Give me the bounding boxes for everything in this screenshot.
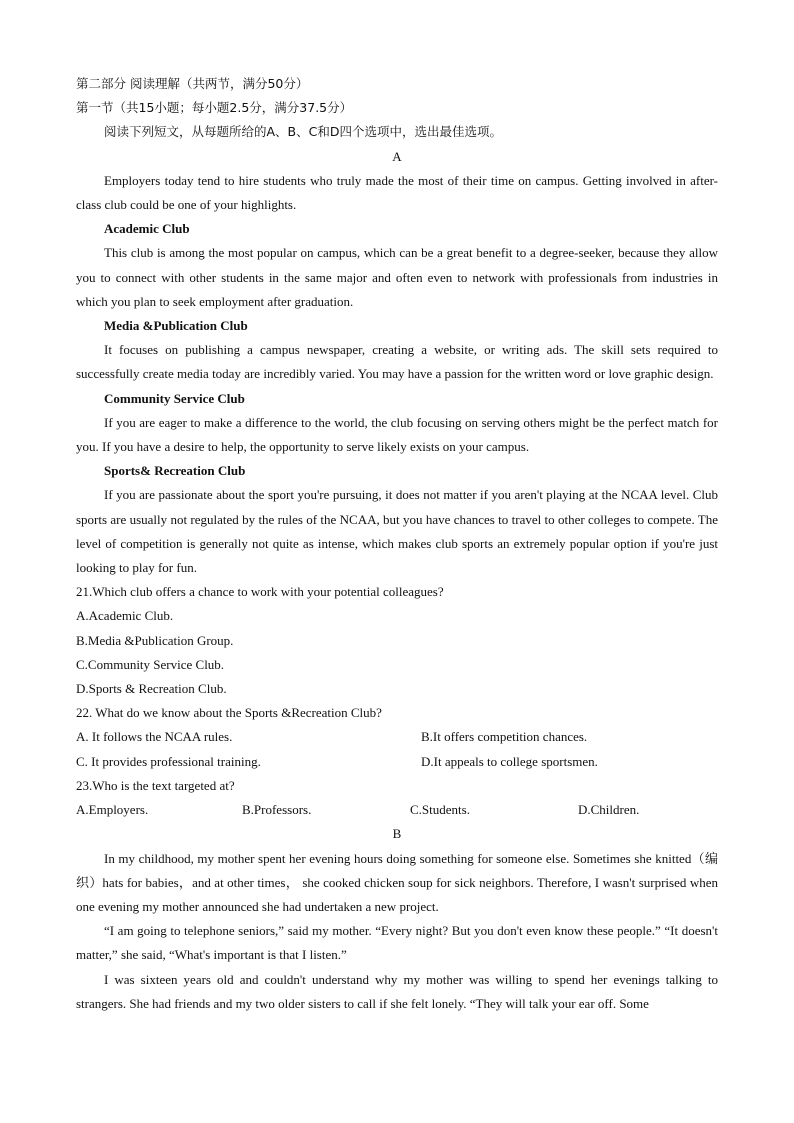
answer-option: C.Students. xyxy=(410,802,470,818)
answer-option: B.Professors. xyxy=(242,802,312,818)
question-stem: 23.Who is the text targeted at? xyxy=(76,777,235,793)
club-text: If you are eager to make a difference to the world, the club focusing on serving others might be the perfect match for you. If you have a desire to help, the opportunity to serve likely exists on your campus. xyxy=(76,414,718,455)
answer-option: D.Sports & Recreation Club. xyxy=(76,681,227,697)
passage-b-paragraph: “I am going to telephone seniors,” said my mother. “Every night? But you don't even know these people.” “It doesn't matter,” she said, “What's important is that I listen.” xyxy=(76,923,718,963)
answer-option: C. It provides professional training. xyxy=(76,753,261,769)
answer-options-grid xyxy=(76,725,718,773)
question-stem: 22. What do we know about the Sports &Recreation Club? xyxy=(76,705,382,721)
club-text: This club is among the most popular on campus, which can be a great benefit to a degree-seeker, because they allow you to connect with other students in the same major and often even to network with professionals from industries in which you plan to seek employment after graduation. xyxy=(76,245,718,309)
club-title: Community Service Club xyxy=(104,390,245,406)
section-heading: 第一节（共15小题；每小题2.5分，满分37.5分） xyxy=(76,100,353,116)
club-title: Sports& Recreation Club xyxy=(104,463,246,479)
club-text: If you are passionate about the sport you're pursuing, it does not matter if you aren't playing at the NCAA level. Club sports are usually not regulated by the rules of the NCAA, but you have chances to travel to other colleges to compete. The level of competition is generally not quite as intense, which makes club sports an extremely popular option if you're just looking to play for fun. xyxy=(76,487,718,576)
passage-b-label: B xyxy=(392,826,402,842)
passage-b-paragraph: I was sixteen years old and couldn't understand why my mother was willing to spend her evenings talking to strangers. She had friends and my two older sisters to call if she felt lonely. “They will talk your ear off. Some xyxy=(76,971,718,1011)
answer-option: B.Media &Publication Group. xyxy=(76,632,234,648)
answer-option: A. It follows the NCAA rules. xyxy=(76,729,233,745)
answer-option: A.Academic Club. xyxy=(76,608,174,624)
club-text: It focuses on publishing a campus newspaper, creating a website, or writing ads. The skill sets required to successfully create media today are incredibly varied. You may have a passion for the written word or love graphic design. xyxy=(76,342,718,382)
answer-option: D.It appeals to college sportsmen. xyxy=(421,753,598,769)
club-title: Academic Club xyxy=(104,221,190,237)
part-heading: 第二部分 阅读理解（共两节，满分50分） xyxy=(76,76,309,91)
instruction: 阅读下列短文，从每题所给的A、B、C和D四个选项中，选出最佳选项。 xyxy=(104,124,502,140)
answer-option: B.It offers competition chances. xyxy=(421,729,588,745)
answer-options-row xyxy=(76,798,718,822)
answer-option: D.Children. xyxy=(578,802,640,818)
club-title: Media &Publication Club xyxy=(104,318,248,334)
answer-option: C.Community Service Club. xyxy=(76,656,225,672)
exam-page xyxy=(76,72,718,1016)
question-stem: 21.Which club offers a chance to work with your potential colleagues? xyxy=(76,584,444,600)
passage-b-paragraph: In my childhood, my mother spent her evening hours doing something for someone else. Sometimes she knitted（编织）hats for babies，and at other times， she cooked chicken soup for sick neighbors. Therefore, I wasn't surprised when one evening my mother announced she had undertaken a new project. xyxy=(76,850,718,914)
passage-a-label: A xyxy=(392,148,402,164)
passage-a-intro: Employers today tend to hire students who truly made the most of their time on campus. Getting involved in after-class club could be one of your highlights. xyxy=(76,172,718,213)
answer-option: A.Employers. xyxy=(76,802,149,818)
